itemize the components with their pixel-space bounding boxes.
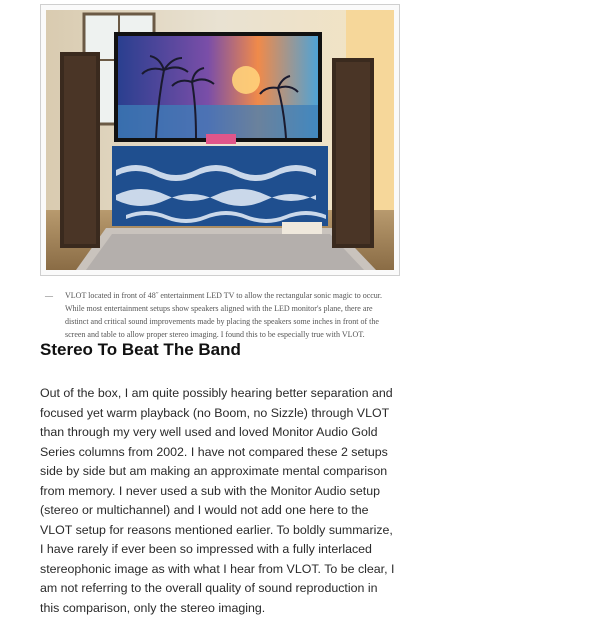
section-paragraph: Out of the box, I am quite possibly hearing better separation and focused yet warm playback (no Boom, no Sizzle) through VLOT than through my very well used and loved Monitor Audio Gold Series columns from 2002. I have not compared these 2 setups side by side but am making an approximate mental comparison from memory. I never used a sub with the Monitor Audio setup (stereo or multichannel) and I would not add one here to the VLOT setup for reasons mentioned earlier. To boldly summarize, I have rarely if ever been so impressed with a fully interlaced stereophonic image as with what I hear from VLOT. To be clear, I am not referring to the overall quality of sound reproduction in this comparison, only the stereo imaging. [40,386,395,615]
caption-dash: — [45,291,53,300]
article-photo [40,4,400,276]
speaker-setup-image [46,10,394,270]
section-heading: Stereo To Beat The Band [40,340,241,359]
figure-caption [45,289,385,341]
caption-text: VLOT located in front of 48˝ entertainment LED TV to allow the rectangular sonic magic to occur. While most entertainment setups show speakers aligned with the LED monitor's plane, there are distinct and critical sound improvements made by placing the speakers some inches in front of the screen and table to allow proper stereo imaging. I found this to be especially true with VLOT. [65,291,383,339]
